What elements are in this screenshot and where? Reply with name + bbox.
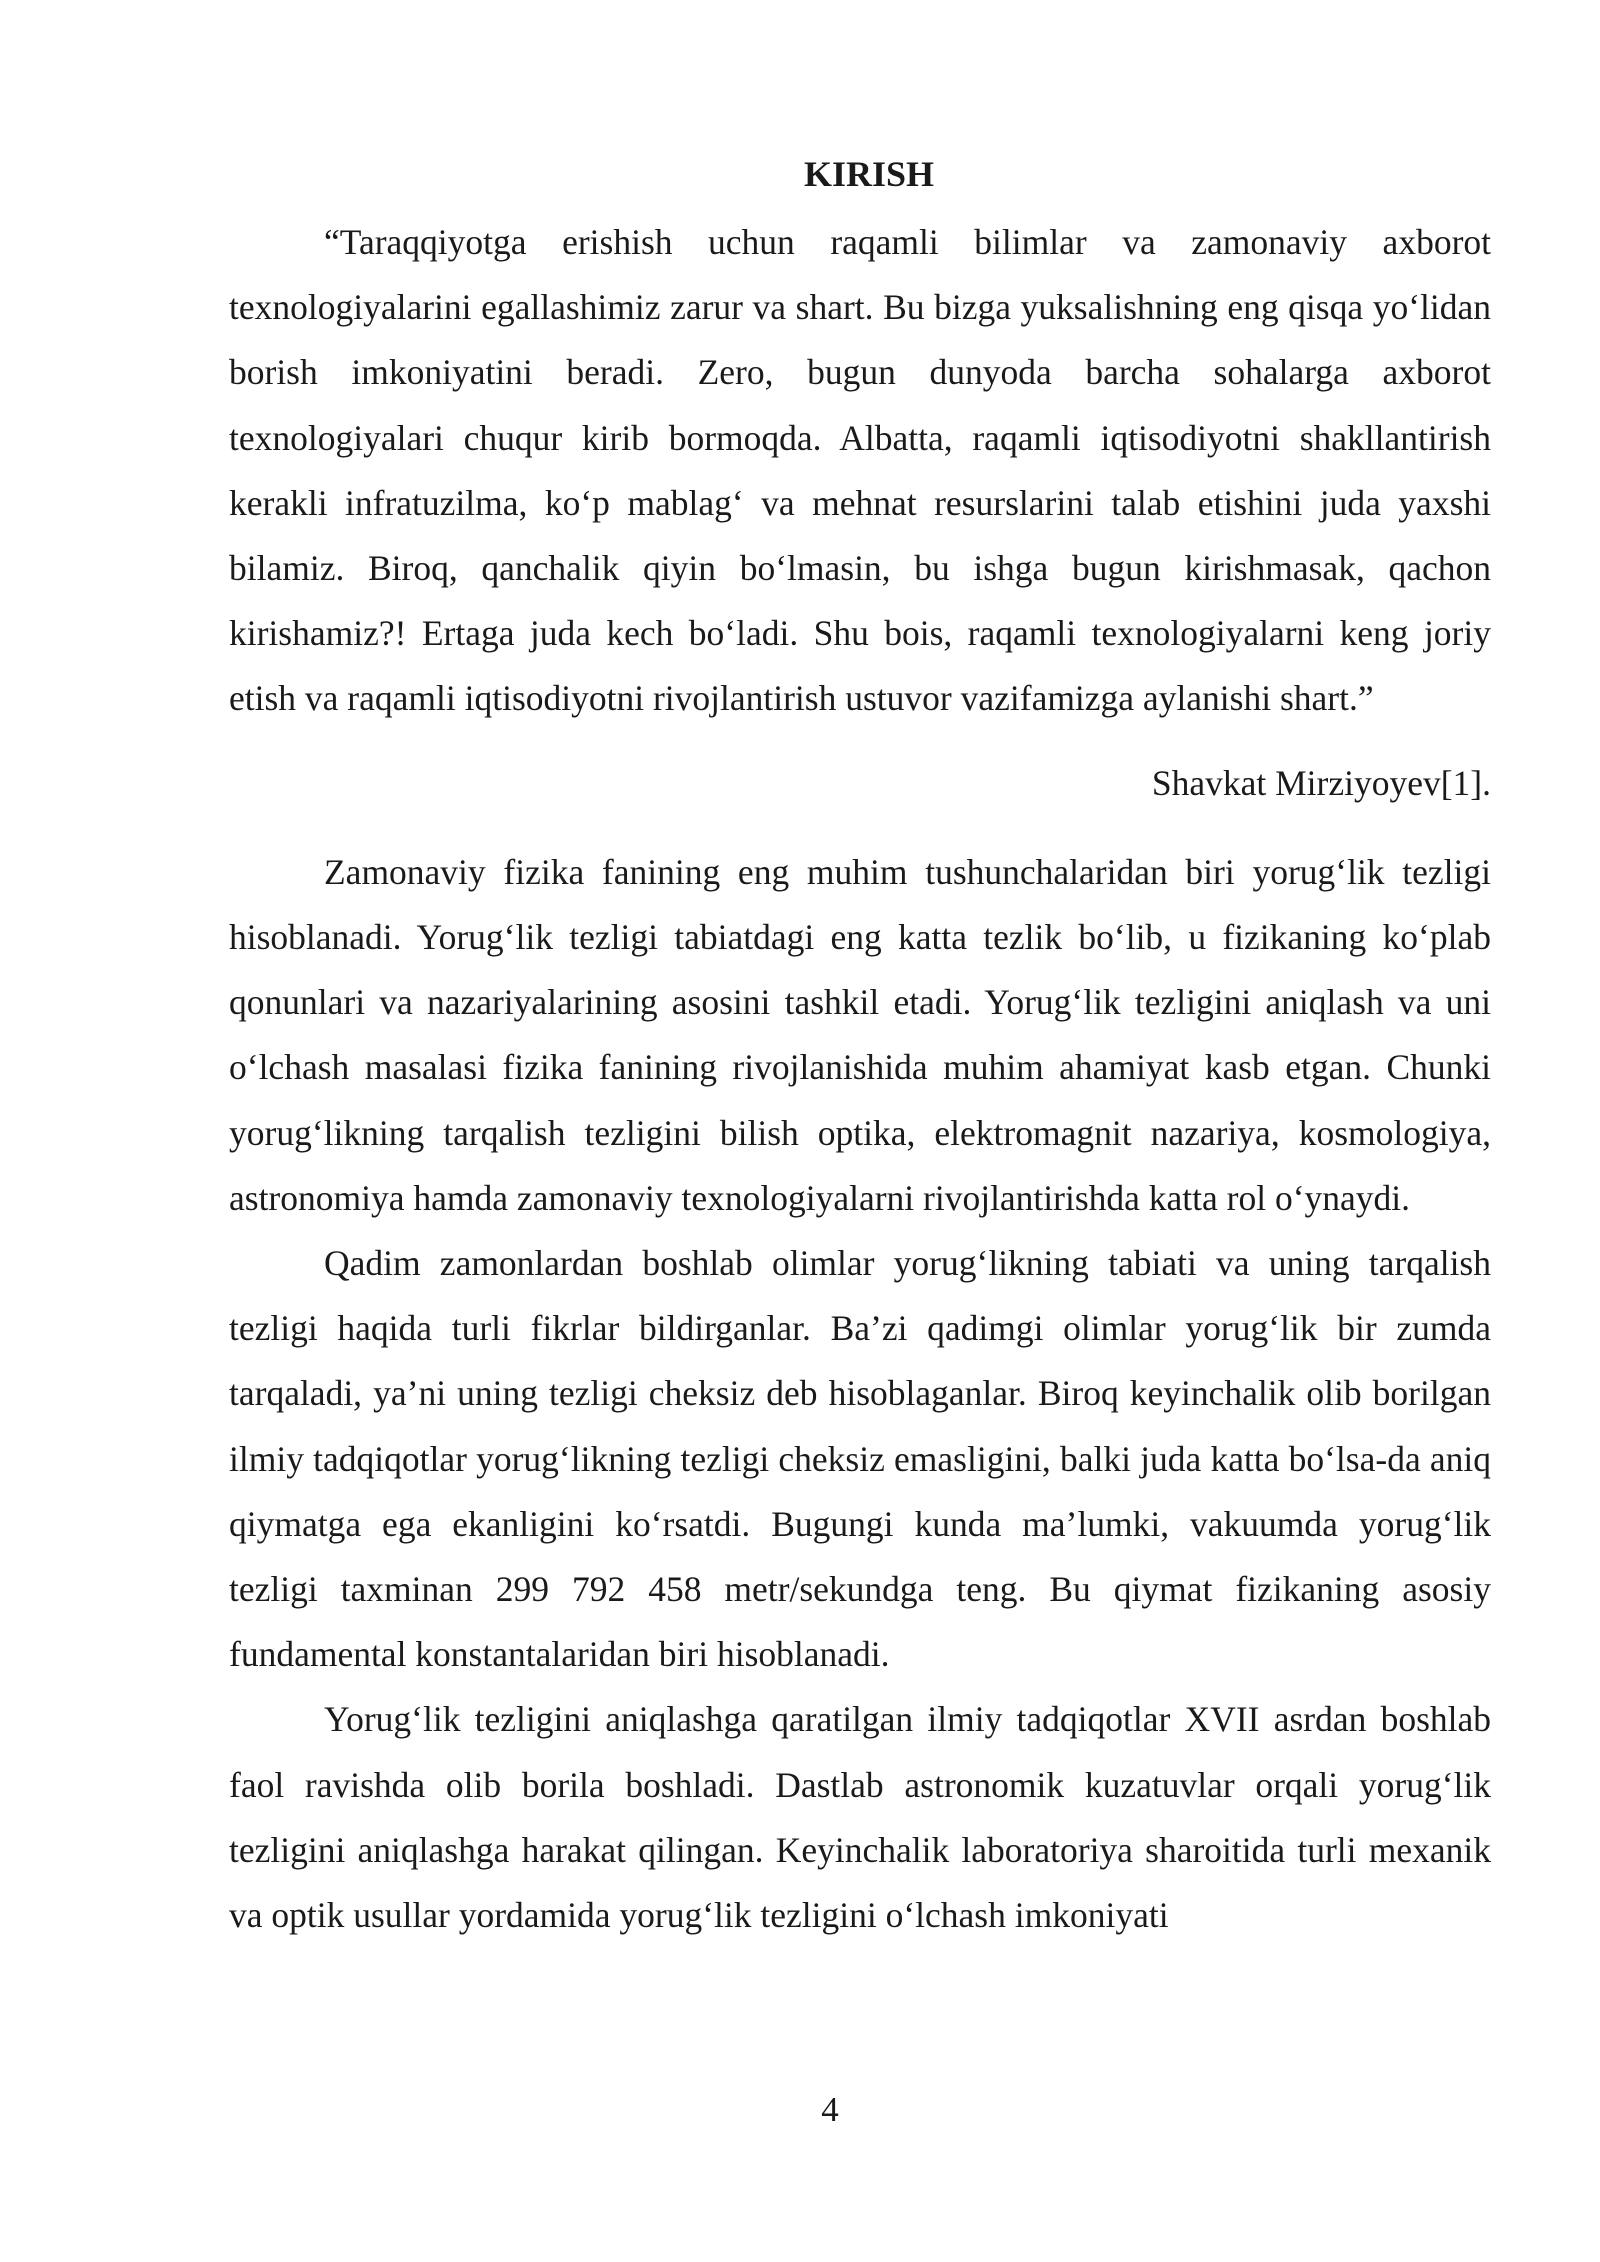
page-content: [229, 148, 1491, 1948]
body-paragraph-2: Qadim zamonlardan boshlab olimlar yorug‘likning tabiati va uning tarqalish tezligi haqida turli fikrlar bildirganlar. Ba’zi qadimgi olimlar yorug‘lik bir zumda tarqaladi, ya’ni uning tezligi cheksiz deb hisoblaganlar. Biroq keyinchalik olib borilgan ilmiy tadqiqotlar yorug‘likning tezligi cheksiz emasligini, balki juda katta bo‘lsa-da aniq qiymatga ega ekanligini ko‘rsatdi. Bugungi kunda ma’lumki, vakuumda yorug‘lik tezligi taxminan 299 792 458 metr/sekundga teng. Bu qiymat fizikaning asosiy fundamental konstantalaridan biri hisoblanadi.: [229, 1243, 1491, 1675]
quote-author: Shavkat Mirziyoyev[1].: [1151, 762, 1491, 803]
body-paragraph-3: Yorug‘lik tezligini aniqlashga qaratilgan ilmiy tadqiqotlar XVII asrdan boshlab faol ravishda olib borila boshladi. Dastlab astronomik kuzatuvlar orqali yorug‘lik tezligini aniqlashga harakat qilingan. Keyinchalik laboratoriya sharoitida turli mexanik va optik usullar yordamida yorug‘lik tezligini o‘lchash imkoniyati: [229, 1699, 1491, 1936]
page-number: 4: [821, 2090, 839, 2129]
epigraph-quote: “Taraqqiyotga erishish uchun raqamli bilimlar va zamonaviy axborot texnologiyalarini egallashimiz zarur va shart. Bu bizga yuksalishning eng qisqa yo‘lidan borish imkoniyatini beradi. Zero, bugun dunyoda barcha sohalarga axborot texnologiyalari chuqur kirib bormoqda. Albatta, raqamli iqtisodiyotni shakllantirish kerakli infratuzilma, ko‘p mablag‘ va mehnat resurslarini talab etishini juda yaxshi bilamiz. Biroq, qanchalik qiyin bo‘lmasin, bu ishga bugun kirishmasak, qachon kirishamiz?! Ertaga juda kech bo‘ladi. Shu bois, raqamli texnologiyalarni keng joriy etish va raqamli iqtisodiyotni rivojlantirish ustuvor vazifamizga aylanishi shart.”: [229, 222, 1491, 719]
section-title: KIRISH: [803, 154, 935, 194]
body-paragraph-1: Zamonaviy fizika fanining eng muhim tushunchalaridan biri yorug‘lik tezligi hisoblanadi. Yorug‘lik tezligi tabiatdagi eng katta tezlik bo‘lib, u fizikaning ko‘plab qonunlari va nazariyalarining asosini tashkil etadi. Yorug‘lik tezligini aniqlash va uni o‘lchash masalasi fizika fanining rivojlanishida muhim ahamiyat kasb etgan. Chunki yorug‘likning tarqalish tezligini bilish optika, elektromagnit nazariya, kosmologiya, astronomiya hamda zamonaviy texnologiyalarni rivojlantirishda katta rol o‘ynaydi.: [229, 851, 1491, 1218]
